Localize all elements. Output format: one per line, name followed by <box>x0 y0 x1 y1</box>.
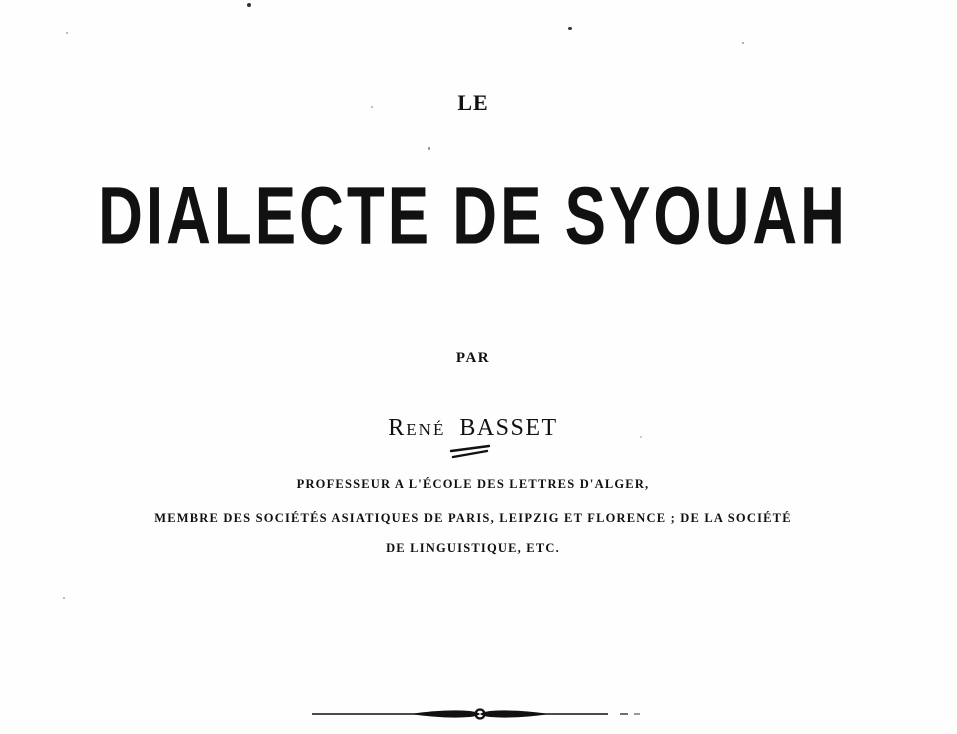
scan-speck <box>568 27 572 30</box>
affiliation-line-3: DE LINGUISTIQUE, ETC. <box>386 541 560 555</box>
scan-speck <box>63 597 65 599</box>
affiliation-line-1: PROFESSEUR A L'ÉCOLE DES LETTRES D'ALGER, <box>296 477 650 491</box>
scan-speck <box>428 147 430 150</box>
decorative-rule-ornament <box>310 702 650 726</box>
byline-label: PAR <box>455 350 491 366</box>
scan-speck <box>66 32 68 34</box>
scan-speck <box>247 3 251 7</box>
affiliation-line-2: MEMBRE DES SOCIÉTÉS ASIATIQUES DE PARIS, LEIPZIG ET FLORENCE ; DE LA SOCIÉTÉ <box>154 511 792 525</box>
author-name <box>0 415 946 442</box>
title-article: LE <box>457 90 489 115</box>
book-title: DIALECTE DE SYOUAH <box>98 170 848 262</box>
author-first-name: René <box>388 415 446 441</box>
author-last-name: BASSET <box>459 415 558 441</box>
handwritten-underline-mark <box>447 443 493 463</box>
scan-speck <box>742 42 744 44</box>
